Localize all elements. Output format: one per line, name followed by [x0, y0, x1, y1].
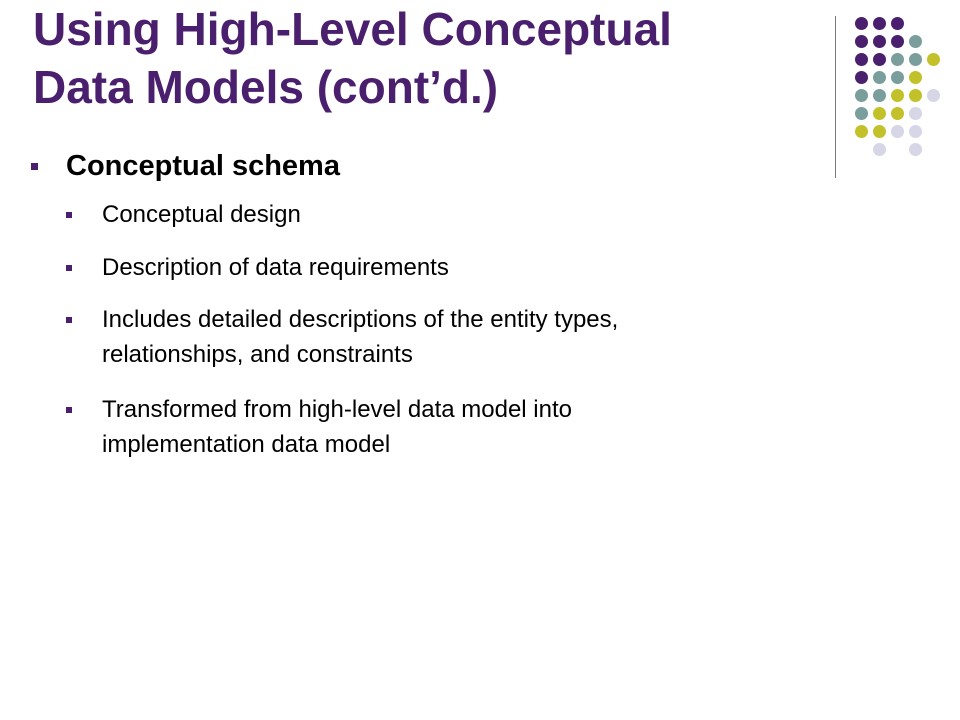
bullet-text-line: relationships, and constraints: [102, 341, 413, 368]
square-bullet-icon: [66, 407, 72, 413]
bullet-text-line: Transformed from high-level data model into: [102, 396, 572, 423]
square-bullet-icon: [66, 212, 72, 218]
square-bullet-icon: [31, 163, 38, 170]
slide-title-line-2: Data Models (cont’d.): [33, 61, 499, 113]
bullet-text: Conceptual design: [102, 201, 301, 228]
bullet-level-2: [102, 250, 449, 285]
square-bullet-icon: [66, 317, 72, 323]
bullet-level-2: [102, 302, 618, 372]
square-bullet-icon: [66, 265, 72, 271]
bullet-text: Conceptual schema: [66, 150, 340, 182]
bullet-level-2: [102, 392, 572, 462]
bullet-level-1: [66, 149, 340, 183]
slide-title-line-1: Using High-Level Conceptual: [33, 3, 672, 55]
bullet-text-line: Includes detailed descriptions of the entity types,: [102, 306, 619, 333]
bullet-text-line: implementation data model: [102, 431, 391, 458]
bullet-text: Description of data requirements: [102, 254, 449, 281]
bullet-level-2: [102, 197, 301, 232]
